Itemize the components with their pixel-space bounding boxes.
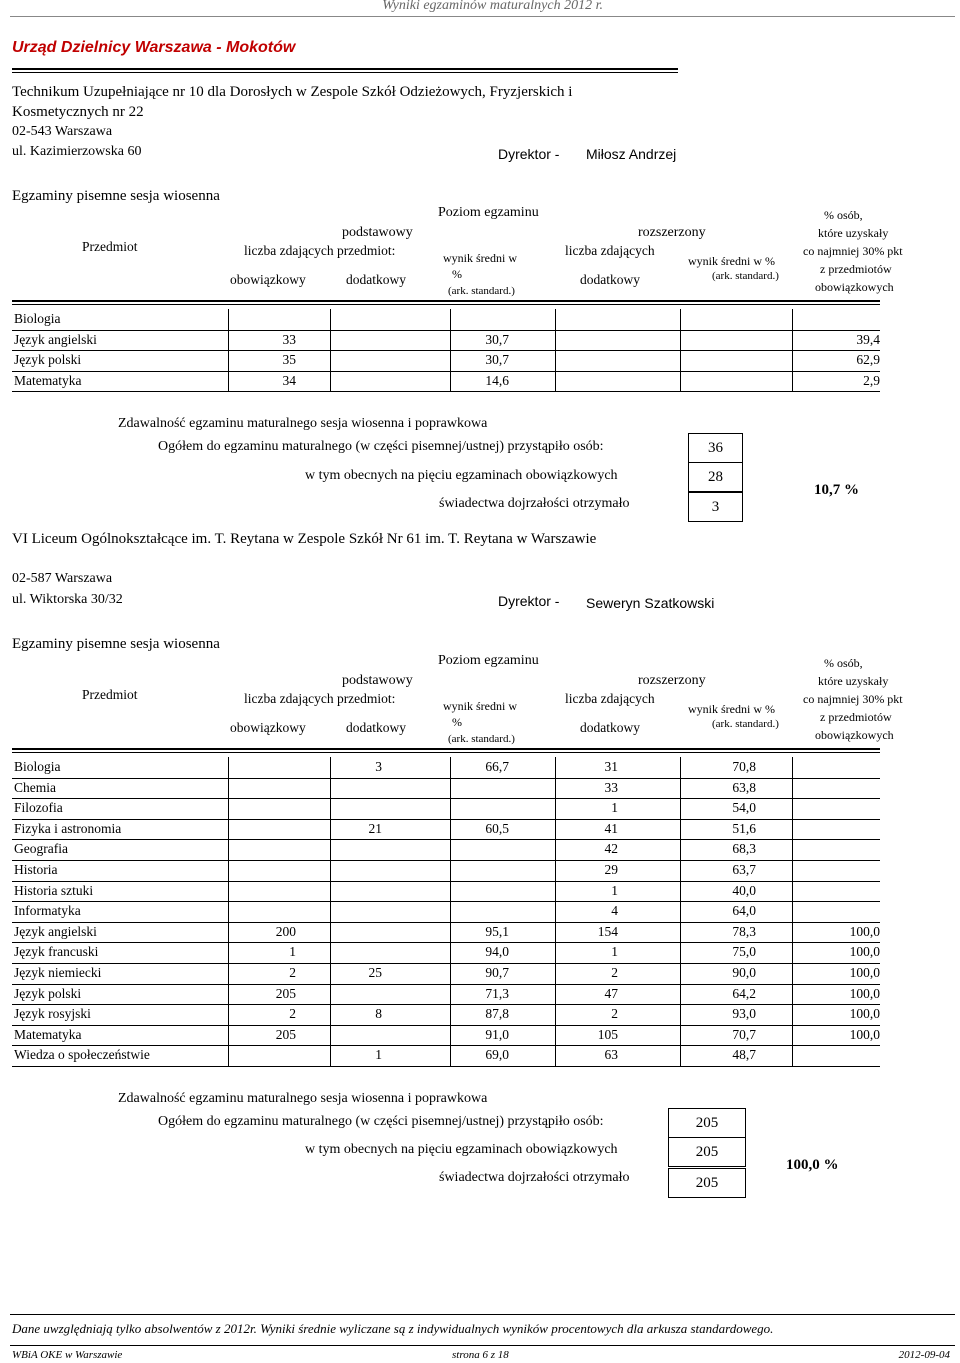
- col-header-poziom: Poziom egzaminu: [438, 653, 539, 668]
- row-divider: [12, 1025, 880, 1026]
- cell-subject: Język francuski: [14, 944, 99, 960]
- cell-wr: 48,7: [732, 1047, 756, 1063]
- row-divider: [12, 778, 880, 779]
- cell-dr: 105: [597, 1026, 618, 1042]
- col-header-rozszerzony: rozszerzony: [638, 673, 706, 688]
- cell-subject: Filozofia: [14, 800, 63, 816]
- row-divider: [12, 942, 880, 943]
- pass-present-label: w tym obecnych na pięciu egzaminach obowiązkowych: [305, 1142, 618, 1157]
- column-divider: [330, 757, 331, 1066]
- col-header-dodatkowy2: dodatkowy: [580, 720, 640, 735]
- col-header-wynik-rozsz-1: wynik średni w %: [688, 702, 775, 716]
- school-address-2: ul. Kazimierzowska 60: [12, 144, 142, 159]
- footer-rule: [10, 1314, 955, 1315]
- col-header-proc-5: obowiązkowych: [815, 280, 894, 294]
- row-divider: [12, 922, 880, 923]
- pass-total-value: 36: [688, 433, 743, 463]
- cell-wp: 30,7: [485, 331, 509, 347]
- col-header-liczba-rozsz: liczba zdających: [565, 691, 655, 706]
- col-header-proc-2: które uzyskały: [818, 226, 889, 240]
- col-header-podstawowy: podstawowy: [342, 225, 413, 240]
- cell-proc: 100,0: [849, 965, 880, 980]
- row-divider: [12, 798, 880, 799]
- office-rule-2: [12, 72, 678, 73]
- col-header-liczba-podst: liczba zdających przedmiot:: [244, 243, 396, 258]
- cell-wr: 64,0: [732, 903, 756, 919]
- director-label: Dyrektor -: [498, 593, 560, 609]
- pass-certs-value: 3: [688, 492, 743, 522]
- pass-present-label: w tym obecnych na pięciu egzaminach obowiązkowych: [305, 468, 618, 483]
- col-header-dodatkowy: dodatkowy: [346, 720, 406, 735]
- section-label: Egzaminy pisemne sesja wiosenna: [12, 188, 220, 204]
- pass-rate-title: Zdawalność egzaminu maturalnego sesja wiosenna i poprawkowa: [118, 1091, 488, 1106]
- cell-wr: 75,0: [732, 944, 756, 960]
- cell-subject: Matematyka: [14, 1026, 82, 1042]
- column-divider: [228, 309, 229, 391]
- cell-obow: 205: [275, 1026, 296, 1042]
- row-divider: [12, 819, 880, 820]
- cell-dr: 1: [611, 800, 618, 816]
- cell-obow: 34: [282, 372, 296, 388]
- col-header-wynik-rozsz-2: (ark. standard.): [712, 270, 779, 282]
- col-header-przedmiot: Przedmiot: [82, 239, 138, 254]
- cell-dod: 8: [375, 1006, 382, 1022]
- col-header-wynik-podst-3: (ark. standard.): [448, 733, 515, 745]
- cell-dr: 2: [611, 1006, 618, 1022]
- column-divider: [450, 309, 451, 391]
- cell-subject: Język niemiecki: [14, 965, 102, 980]
- cell-subject: Informatyka: [14, 903, 81, 919]
- cell-obow: 2: [289, 965, 296, 980]
- col-header-wynik-podst-2: %: [452, 715, 462, 729]
- cell-proc: 39,4: [856, 331, 880, 347]
- footer-rule-2: [10, 1345, 955, 1346]
- row-divider: [12, 1045, 880, 1046]
- footer-page: strona 6 z 18: [452, 1349, 509, 1361]
- column-divider: [555, 757, 556, 1066]
- col-header-proc-4: z przedmiotów: [820, 710, 892, 724]
- column-divider: [555, 309, 556, 391]
- cell-dr: 31: [604, 759, 618, 774]
- cell-wr: 40,0: [732, 882, 756, 898]
- cell-proc: 100,0: [849, 1026, 880, 1042]
- cell-subject: Chemia: [14, 779, 56, 795]
- col-header-wynik-podst-1: wynik średni w: [443, 251, 517, 265]
- column-divider: [330, 309, 331, 391]
- cell-wr: 64,2: [732, 985, 756, 1001]
- row-divider: [12, 984, 880, 985]
- cell-obow: 35: [282, 352, 296, 368]
- office-rule: [12, 68, 678, 70]
- row-divider: [12, 330, 880, 331]
- col-header-obowiazkowy: obowiązkowy: [230, 720, 306, 735]
- cell-subject: Geografia: [14, 841, 68, 857]
- cell-subject: Historia sztuki: [14, 882, 94, 898]
- col-header-wynik-podst-2: %: [452, 267, 462, 281]
- row-divider: [12, 371, 880, 372]
- cell-obow: 200: [275, 923, 296, 939]
- col-header-podstawowy: podstawowy: [342, 673, 413, 688]
- cell-dr: 1: [611, 944, 618, 960]
- cell-subject: Biologia: [14, 311, 61, 326]
- pass-rate-title: Zdawalność egzaminu maturalnego sesja wiosenna i poprawkowa: [118, 416, 488, 431]
- cell-obow: 33: [282, 331, 296, 347]
- col-header-liczba-rozsz: liczba zdających: [565, 243, 655, 258]
- section-label: Egzaminy pisemne sesja wiosenna: [12, 636, 220, 652]
- cell-subject: Język rosyjski: [14, 1006, 91, 1022]
- cell-dr: 1: [611, 882, 618, 898]
- column-divider: [792, 309, 793, 391]
- col-header-proc-5: obowiązkowych: [815, 728, 894, 742]
- cell-wp: 94,0: [485, 944, 509, 960]
- cell-wr: 68,3: [732, 841, 756, 857]
- cell-wr: 90,0: [732, 965, 756, 980]
- cell-wr: 51,6: [732, 820, 756, 836]
- cell-proc: 62,9: [856, 352, 880, 368]
- cell-dr: 33: [604, 779, 618, 795]
- cell-wp: 30,7: [485, 352, 509, 368]
- cell-wp: 87,8: [485, 1006, 509, 1022]
- school-name-line-1: VI Liceum Ogólnokształcące im. T. Reytana w Zespole Szkół Nr 61 im. T. Reytana w Warszawie: [12, 531, 597, 547]
- col-header-proc-4: z przedmiotów: [820, 262, 892, 276]
- cell-wp: 90,7: [485, 965, 509, 980]
- header-bottom-rule: [12, 300, 880, 302]
- director-name: Miłosz Andrzej: [586, 146, 677, 162]
- col-header-wynik-rozsz-2: (ark. standard.): [712, 718, 779, 730]
- cell-dr: 154: [597, 923, 618, 939]
- cell-dod: 21: [368, 820, 382, 836]
- col-header-proc-2: które uzyskały: [818, 674, 889, 688]
- school-name-line-2: Kosmetycznych nr 22: [12, 104, 144, 120]
- row-divider: [12, 350, 880, 351]
- top-rule: [10, 16, 955, 17]
- footer-note: Dane uwzględniają tylko absolwentów z 2012r. Wyniki średnie wyliczane są z indywidualnych wyników procentowych dla arkusza standardowego.: [12, 1321, 774, 1336]
- cell-dr: 63: [604, 1047, 618, 1063]
- office-title: Urząd Dzielnicy Warszawa - Mokotów: [12, 39, 296, 56]
- cell-wp: 91,0: [485, 1026, 509, 1042]
- header-bottom-rule: [12, 304, 880, 305]
- cell-subject: Język polski: [14, 985, 82, 1001]
- column-divider: [792, 757, 793, 1066]
- director-label: Dyrektor -: [498, 146, 560, 162]
- cell-wp: 60,5: [485, 820, 509, 836]
- school-address-1: 02-587 Warszawa: [12, 571, 113, 586]
- col-header-poziom: Poziom egzaminu: [438, 205, 539, 220]
- col-header-proc-3: co najmniej 30% pkt: [803, 244, 903, 258]
- cell-obow: 2: [289, 1006, 296, 1022]
- col-header-dodatkowy2: dodatkowy: [580, 272, 640, 287]
- cell-wp: 69,0: [485, 1047, 509, 1063]
- col-header-rozszerzony: rozszerzony: [638, 225, 706, 240]
- row-divider: [12, 1066, 880, 1067]
- column-divider: [228, 757, 229, 1066]
- row-divider: [12, 1004, 880, 1005]
- pass-present-value: 205: [668, 1137, 746, 1167]
- col-header-proc-3: co najmniej 30% pkt: [803, 692, 903, 706]
- cell-subject: Wiedza o społeczeństwie: [14, 1047, 150, 1063]
- school-name-line-1: Technikum Uzupełniające nr 10 dla Dorosłych w Zespole Szkół Odzieżowych, Fryzjerskich i: [12, 84, 573, 100]
- col-header-wynik-podst-3: (ark. standard.): [448, 285, 515, 297]
- row-divider: [12, 963, 880, 964]
- cell-subject: Język angielski: [14, 331, 97, 347]
- cell-dr: 41: [604, 820, 618, 836]
- cell-wp: 95,1: [485, 923, 509, 939]
- cell-subject: Biologia: [14, 759, 61, 774]
- cell-wp: 71,3: [485, 985, 509, 1001]
- col-header-obowiazkowy: obowiązkowy: [230, 272, 306, 287]
- header-bottom-rule: [12, 752, 880, 753]
- pass-certs-label: świadectwa dojrzałości otrzymało: [439, 1170, 630, 1185]
- footer-date: 2012-09-04: [898, 1349, 950, 1361]
- column-divider: [450, 757, 451, 1066]
- pass-certs-label: świadectwa dojrzałości otrzymało: [439, 496, 630, 511]
- cell-dr: 42: [604, 841, 618, 857]
- cell-subject: Matematyka: [14, 372, 82, 388]
- footer-org: WBiA OKE w Warszawie: [12, 1349, 123, 1361]
- pass-present-value: 28: [688, 462, 743, 492]
- cell-subject: Fizyka i astronomia: [14, 820, 122, 836]
- col-header-wynik-podst-1: wynik średni w: [443, 699, 517, 713]
- cell-wp: 66,7: [485, 759, 509, 774]
- cell-dod: 25: [368, 965, 382, 980]
- cell-subject: Język polski: [14, 352, 82, 368]
- col-header-proc-1: % osób,: [824, 656, 863, 670]
- cell-dr: 2: [611, 965, 618, 980]
- cell-obow: 1: [289, 944, 296, 960]
- header-bottom-rule: [12, 748, 880, 750]
- cell-proc: 100,0: [849, 923, 880, 939]
- cell-wp: 14,6: [485, 372, 509, 388]
- row-divider: [12, 839, 880, 840]
- row-divider: [12, 860, 880, 861]
- pass-total-label: Ogółem do egzaminu maturalnego (w części pisemnej/ustnej) przystąpiło osób:: [158, 439, 604, 454]
- cell-proc: 2,9: [863, 372, 880, 388]
- col-header-wynik-rozsz-1: wynik średni w %: [688, 254, 775, 268]
- column-divider: [680, 309, 681, 391]
- cell-wr: 63,8: [732, 779, 756, 795]
- cell-wr: 63,7: [732, 862, 756, 877]
- column-divider: [680, 757, 681, 1066]
- cell-obow: 205: [275, 985, 296, 1001]
- cell-proc: 100,0: [849, 944, 880, 960]
- col-header-proc-1: % osób,: [824, 208, 863, 222]
- cell-wr: 70,7: [732, 1026, 756, 1042]
- cell-dr: 4: [611, 903, 618, 919]
- cell-proc: 100,0: [849, 985, 880, 1001]
- col-header-dodatkowy: dodatkowy: [346, 272, 406, 287]
- school-address-2: ul. Wiktorska 30/32: [12, 592, 123, 607]
- cell-wr: 93,0: [732, 1006, 756, 1022]
- pass-certs-value: 205: [668, 1168, 746, 1198]
- row-divider: [12, 391, 880, 392]
- top-title: Wyniki egzaminów maturalnych 2012 r.: [382, 0, 603, 13]
- col-header-przedmiot: Przedmiot: [82, 687, 138, 702]
- col-header-liczba-podst: liczba zdających przedmiot:: [244, 691, 396, 706]
- cell-wr: 78,3: [732, 923, 756, 939]
- cell-dod: 1: [375, 1047, 382, 1063]
- pass-percent: 100,0 %: [786, 1157, 839, 1173]
- director-name: Seweryn Szatkowski: [586, 595, 715, 611]
- cell-wr: 54,0: [732, 800, 756, 816]
- pass-percent: 10,7 %: [814, 482, 859, 498]
- cell-proc: 100,0: [849, 1006, 880, 1022]
- cell-dr: 29: [604, 862, 618, 877]
- school-address-1: 02-543 Warszawa: [12, 124, 113, 139]
- cell-dod: 3: [375, 759, 382, 774]
- row-divider: [12, 901, 880, 902]
- cell-dr: 47: [604, 985, 618, 1001]
- cell-wr: 70,8: [732, 759, 756, 774]
- cell-subject: Język angielski: [14, 923, 97, 939]
- pass-total-label: Ogółem do egzaminu maturalnego (w części pisemnej/ustnej) przystąpiło osób:: [158, 1114, 604, 1129]
- row-divider: [12, 881, 880, 882]
- cell-subject: Historia: [14, 862, 58, 877]
- pass-total-value: 205: [668, 1108, 746, 1138]
